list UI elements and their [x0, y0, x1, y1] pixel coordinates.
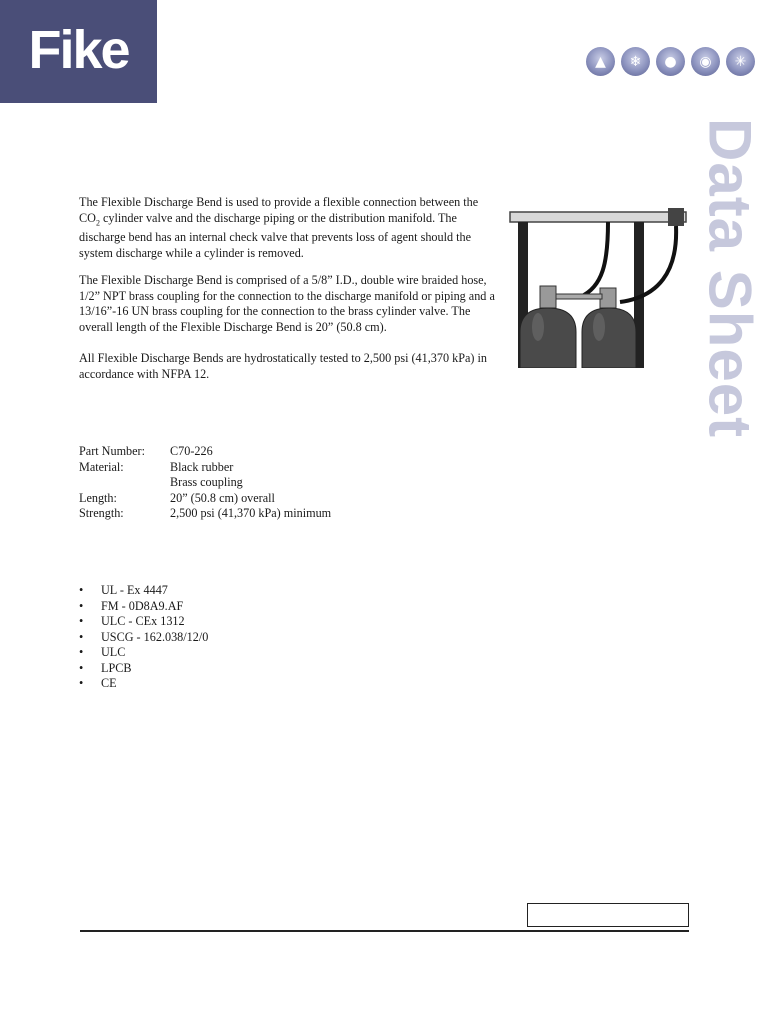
bullet-icon: • [79, 645, 84, 659]
footer-divider [80, 930, 689, 932]
spec-label: Part Number: [79, 444, 146, 458]
spec-value: C70-226 [170, 444, 213, 458]
spec-value: 2,500 psi (41,370 kPa) minimum [170, 506, 332, 520]
p1-text-b: cylinder valve and the discharge piping or the distribution manifold. The discharge bend has an internal check valve that prevents loss of agent should the system discharge while a cylinder is removed. [79, 210, 472, 260]
bullet-icon: • [79, 676, 84, 690]
spec-label: Material: [79, 459, 124, 474]
bullet-icon: • [79, 660, 84, 675]
spec-row [79, 475, 331, 491]
bullet-icon: • [79, 583, 84, 597]
bullet-icon: • [79, 598, 84, 613]
description-paragraph-2: The Flexible Discharge Bend is comprised of a 5/8” I.D., double wire braided hose, 1/2” NPT brass coupling for the connection to the discharge manifold or piping and a 13/16”-16 UN brass coupling for the connection to the brass cylinder valve. The overall length of the Flexible Discharge Bend is 20” (50.8 cm). [79, 273, 495, 334]
header-icon-row [586, 47, 755, 76]
list-item [79, 630, 208, 646]
snowflake-icon: ❄ [621, 47, 650, 76]
spec-label: Strength: [79, 506, 124, 520]
spec-row [79, 491, 331, 507]
side-title [696, 118, 764, 478]
side-title-text: Data Sheet [696, 118, 764, 439]
list-item [79, 614, 208, 630]
spec-label [79, 475, 170, 491]
list-item [79, 645, 208, 661]
footer-box [527, 903, 689, 927]
p1-text-a: The Flexible Discharge Bend is used to provide a flexible connection between the CO [79, 195, 479, 225]
list-item [79, 599, 208, 615]
approval-text: CE [101, 676, 117, 690]
spec-value: Brass coupling [170, 475, 243, 489]
description-paragraph-1 [79, 195, 499, 261]
spec-row [79, 444, 331, 460]
list-item [79, 661, 208, 677]
description-paragraph-3: All Flexible Discharge Bends are hydrostatically tested to 2,500 psi (41,370 kPa) in accordance with NFPA 12. [79, 351, 487, 381]
spec-row [79, 506, 331, 522]
spec-row [79, 460, 331, 476]
spec-value: 20” (50.8 cm) overall [170, 490, 275, 505]
product-photo [508, 202, 688, 368]
approval-text: ULC - CEx 1312 [101, 614, 185, 628]
p1-subscript: 2 [95, 217, 100, 227]
alarm-icon: ◉ [691, 47, 720, 76]
approval-text: LPCB [101, 660, 132, 675]
fike-logo [0, 0, 157, 103]
logo-text: Fike [28, 19, 129, 80]
flame-icon: ● [656, 47, 685, 76]
approval-text: USCG - 162.038/12/0 [101, 629, 209, 644]
spec-value: Black rubber [170, 459, 234, 474]
approval-text: UL - Ex 4447 [101, 583, 168, 597]
spec-label: Length: [79, 490, 117, 505]
approvals-list [79, 583, 208, 692]
approval-text: ULC [101, 645, 126, 659]
list-item [79, 676, 208, 692]
bullet-icon: • [79, 614, 84, 628]
approval-text: FM - 0D8A9.AF [101, 598, 184, 613]
bullet-icon: • [79, 629, 84, 644]
list-item [79, 583, 208, 599]
fire-suppression-icon: ▲ [586, 47, 615, 76]
detection-icon: ✳ [726, 47, 755, 76]
specifications [79, 444, 331, 522]
